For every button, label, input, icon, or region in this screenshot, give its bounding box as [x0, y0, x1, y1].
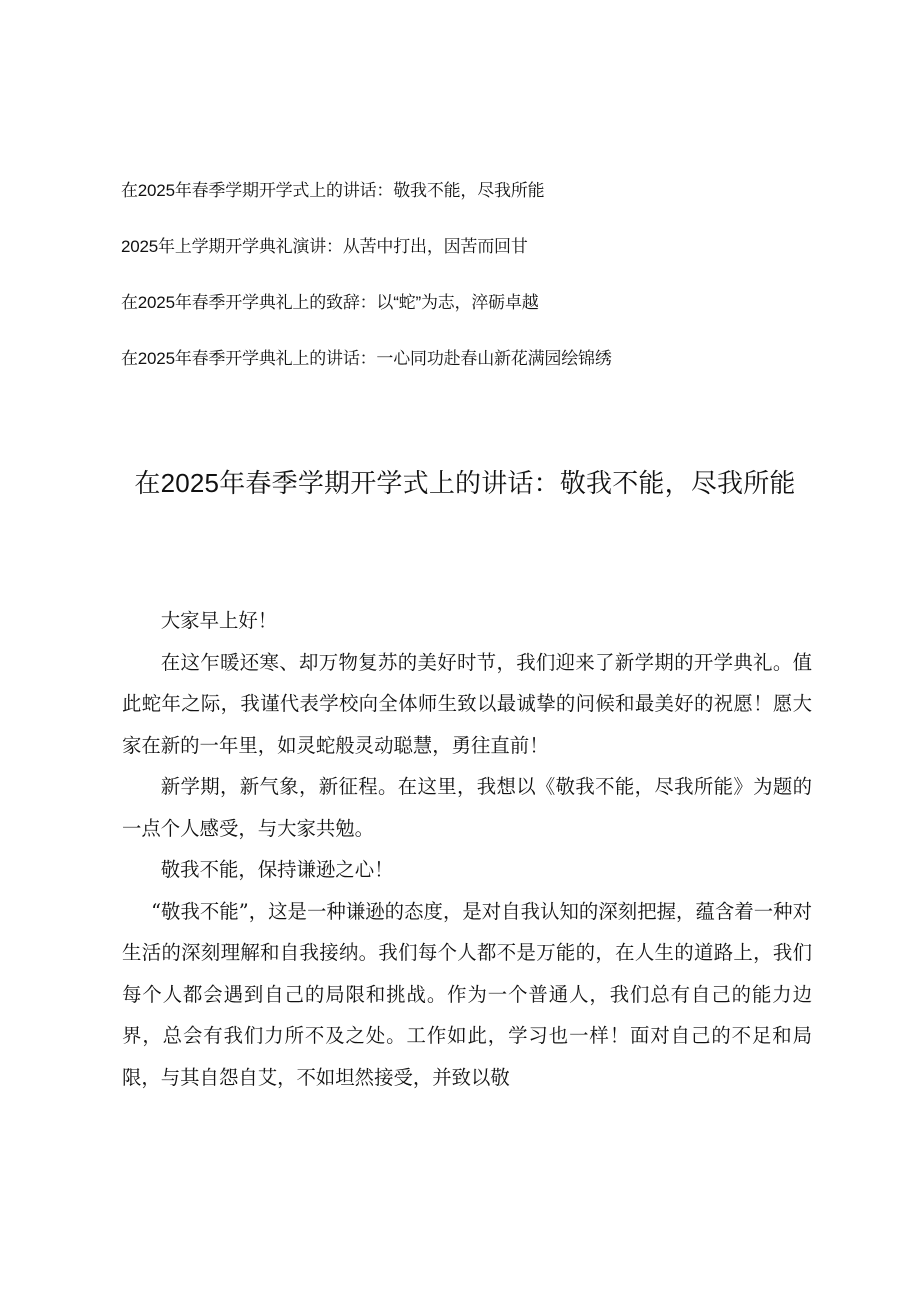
body-paragraph: 新学期，新气象，新征程。在这里，我想以《敬我不能，尽我所能》为题的一点个人感受，与大家共勉。: [122, 775, 812, 840]
toc-item[interactable]: 在2025年春季开学典礼上的讲话：一心同功赴春山新花满园绘锦绣: [121, 349, 612, 368]
body-paragraph: 敬我不能，保持谦逊之心！: [160, 858, 394, 881]
table-of-contents: [121, 178, 821, 402]
body-paragraph: 在这乍暖还寒、却万物复苏的美好时节，我们迎来了新学期的开学典礼。值此蛇年之际，我谨代表学校向全体师生致以最诚挚的问候和最美好的祝愿！愿大家在新的一年里，如灵蛇般灵动聪慧，勇往直前！: [122, 650, 812, 757]
toc-item[interactable]: 在2025年春季开学典礼上的致辞：以“蛇”为志，淬砺卓越: [121, 293, 539, 312]
article-title: 在2025年春季学期开学式上的讲话：敬我不能，尽我所能: [134, 468, 796, 498]
toc-item[interactable]: 2025年上学期开学典礼演讲：从苦中打出，因苦而回甘: [121, 237, 528, 256]
article-body: [122, 600, 812, 1098]
body-paragraph: “敬我不能”，这是一种谦逊的态度，是对自我认知的深刻把握，蕴含着一种对生活的深刻理解和自我接纳。我们每个人都不是万能的，在人生的道路上，我们每个人都会遇到自己的局限和挑战。作为一个普通人，我们总有自己的能力边界，总会有我们力所不及之处。工作如此，学习也一样！面对自己的不足和局限，与其自怨自艾，不如坦然接受，并致以敬: [122, 899, 812, 1089]
toc-item[interactable]: 在2025年春季学期开学式上的讲话：敬我不能，尽我所能: [121, 181, 545, 200]
body-paragraph: 大家早上好！: [160, 609, 278, 632]
